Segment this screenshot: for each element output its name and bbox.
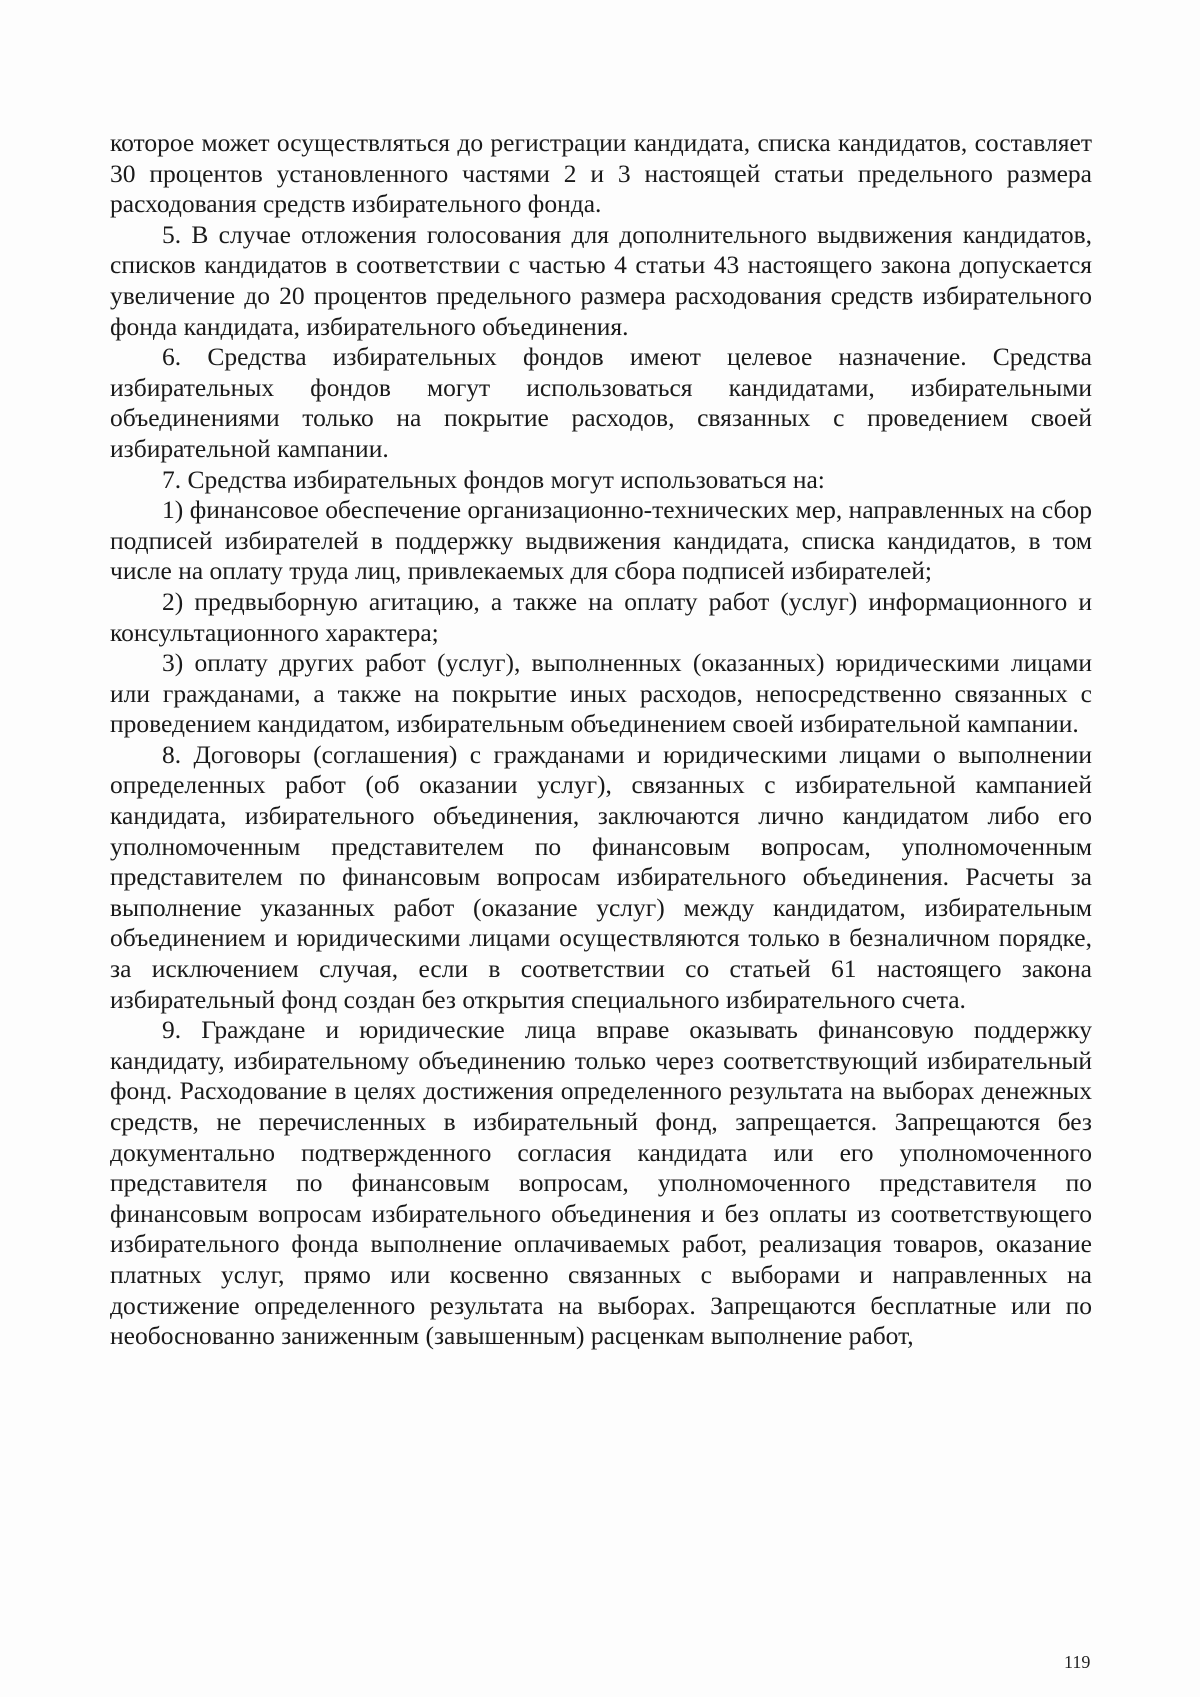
paragraph-8: 8. Договоры (соглашения) с гражданами и юридическими лицами о выполнении определенных работ (об оказании услуг), связанных с избирательной кампанией кандидата, избирательного объединения, заключаются лично кандидатом либо его уполномоченным представителем по финансовым вопросам, уполномоченным представителем по финансовым вопросам избирательного объединения. Расчеты за выполнение указанных работ (оказание услуг) между кандидатом, избирательным объединением и юридическими лицами осуществляются только в безналичном порядке, за исключением случая, если в соответствии со статьей 61 настоящего закона избирательный фонд создан без открытия специального избирательного счета. (110, 739, 1092, 1014)
paragraph-6: 6. Средства избирательных фондов имеют целевое назначение. Средства избирательных фондов могут использоваться кандидатами, избирательными объединениями только на покрытие расходов, связанных с проведением своей избирательной кампании. (110, 342, 1092, 463)
page-number: 119 (1064, 1652, 1091, 1672)
paragraph-7: 7. Средства избирательных фондов могут использоваться на: (162, 464, 825, 494)
paragraph-7-item-2: 2) предвыборную агитацию, а также на оплату работ (услуг) информационного и консультационного характера; (110, 586, 1092, 647)
paragraph-7-item-1: 1) финансовое обеспечение организационно-технических мер, направленных на сбор подписей избирателей в поддержку выдвижения кандидата, списка кандидатов, в том числе на оплату труда лиц, привлекаемых для сбора подписей избирателей; (110, 495, 1092, 586)
paragraph-5: 5. В случае отложения голосования для дополнительного выдвижения кандидатов, списков кандидатов в соответствии с частью 4 статьи 43 настоящего закона допускается увеличение до 20 процентов предельного размера расходования средств избирательного фонда кандидата, избирательного объединения. (110, 219, 1092, 341)
paragraph-continuation: которое может осуществляться до регистрации кандидата, списка кандидатов, составляет 30 процентов установленного частями 2 и 3 настоящей статьи предельного размера расходования средств избирательного фонда. (110, 128, 1092, 219)
document-body (110, 128, 1092, 1352)
paragraph-9: 9. Граждане и юридические лица вправе оказывать финансовую поддержку кандидату, избирательному объединению только через соответствующий избирательный фонд. Расходование в целях достижения определенного результата на выборах денежных средств, не перечисленных в избирательный фонд, запрещается. Запрещаются без документально подтвержденного согласия кандидата или его уполномоченного представителя по финансовым вопросам, уполномоченного представителя по финансовым вопросам избирательного объединения и без оплаты из соответствующего избирательного фонда выполнение оплачиваемых работ, реализация товаров, оказание платных услуг, прямо или косвенно связанных с выборами и направленных на достижение определенного результата на выборах. Запрещаются бесплатные или по необоснованно заниженным (завышенным) расценкам выполнение работ, (110, 1015, 1092, 1351)
paragraph-7-item-3: 3) оплату других работ (услуг), выполненных (оказанных) юридическими лицами или гражданами, а также на покрытие иных расходов, непосредственно связанных с проведением кандидатом, избирательным объединением своей избирательной кампании. (110, 648, 1092, 739)
